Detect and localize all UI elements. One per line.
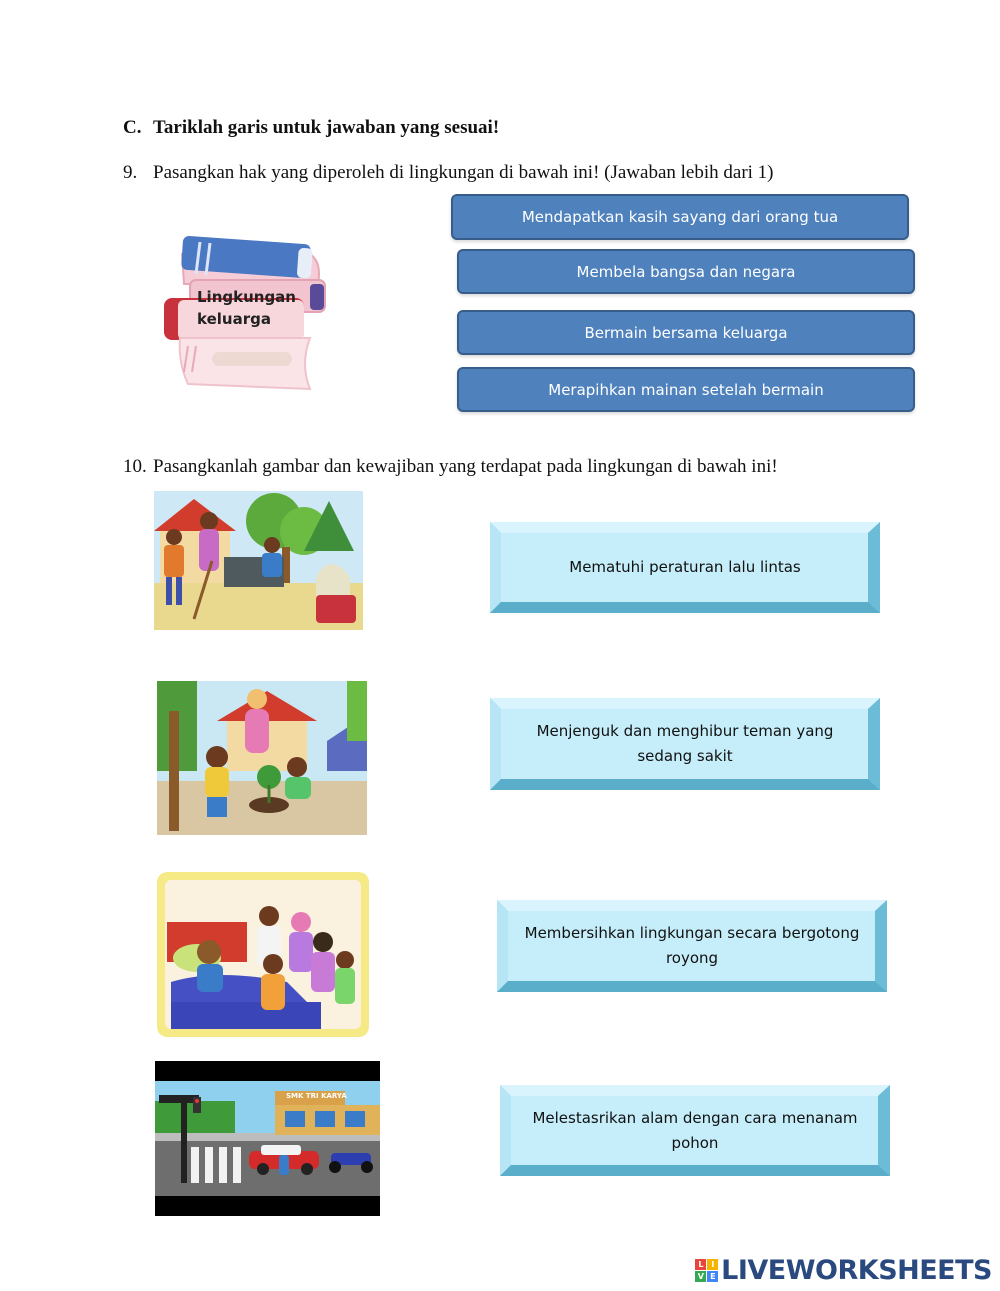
question-number: 9. (123, 162, 138, 183)
q9-option-1[interactable]: Mendapatkan kasih sayang dari orang tua (451, 194, 909, 240)
q9-option-4[interactable]: Merapihkan mainan setelah bermain (457, 367, 915, 412)
option-text (509, 910, 875, 982)
logo-text: LIVEWORKSHEETS (721, 1255, 992, 1286)
logo-badge-icon (695, 1259, 718, 1282)
question-number: 10. (123, 456, 147, 477)
source-label-line-1: Lingkungan (197, 288, 296, 306)
section-letter: C. (123, 117, 142, 138)
source-label (197, 286, 296, 330)
question-text: Pasangkan hak yang diperoleh di lingkungan di bawah ini! (Jawaban lebih dari 1) (153, 162, 774, 183)
option-text (512, 1095, 878, 1166)
option-line-2: royong (665, 949, 719, 967)
school-sign: SMK TRI KARYA (286, 1092, 347, 1100)
logo-badge-letter: E (707, 1271, 718, 1282)
cleanup-scene-icon (154, 491, 363, 630)
option-line-1: Mematuhi peraturan lalu lintas (569, 558, 801, 576)
q9-option-3[interactable]: Bermain bersama keluarga (457, 310, 915, 355)
section-heading (123, 117, 499, 139)
question-9 (123, 162, 774, 184)
traffic-picture[interactable] (155, 1061, 380, 1216)
cleanup-picture[interactable] (154, 491, 363, 630)
q9-option-2[interactable]: Membela bangsa dan negara (457, 249, 915, 294)
option-line-2: pohon (671, 1133, 719, 1152)
option-text (502, 708, 868, 780)
q10-option-1[interactable] (490, 522, 880, 613)
logo-badge-letter: I (707, 1259, 718, 1270)
section-title: Tariklah garis untuk jawaban yang sesuai! (153, 117, 500, 138)
source-label-line-2: keluarga (197, 310, 271, 328)
option-text (502, 532, 868, 603)
option-line-1: Menjenguk dan menghibur teman yang (536, 722, 834, 740)
question-10 (123, 456, 778, 478)
books-illustration[interactable] (160, 234, 335, 394)
planting-picture[interactable] (157, 681, 367, 835)
option-line-2: sedang sakit (637, 747, 733, 765)
q10-option-2[interactable] (490, 698, 880, 790)
option-line-1: Membersihkan lingkungan secara bergotong (524, 924, 860, 942)
logo-badge-letter: V (695, 1271, 706, 1282)
question-text: Pasangkanlah gambar dan kewajiban yang terdapat pada lingkungan di bawah ini! (153, 456, 778, 477)
visiting-scene-icon (157, 872, 369, 1037)
planting-scene-icon (157, 681, 367, 835)
q10-option-4[interactable] (500, 1085, 890, 1176)
liveworksheets-logo (695, 1255, 992, 1286)
visiting-picture[interactable] (157, 872, 369, 1037)
traffic-scene-icon (155, 1061, 380, 1216)
option-line-1: Melestasrikan alam dengan cara menanam (532, 1108, 858, 1127)
logo-badge-letter: L (695, 1259, 706, 1270)
q10-option-3[interactable] (497, 900, 887, 992)
